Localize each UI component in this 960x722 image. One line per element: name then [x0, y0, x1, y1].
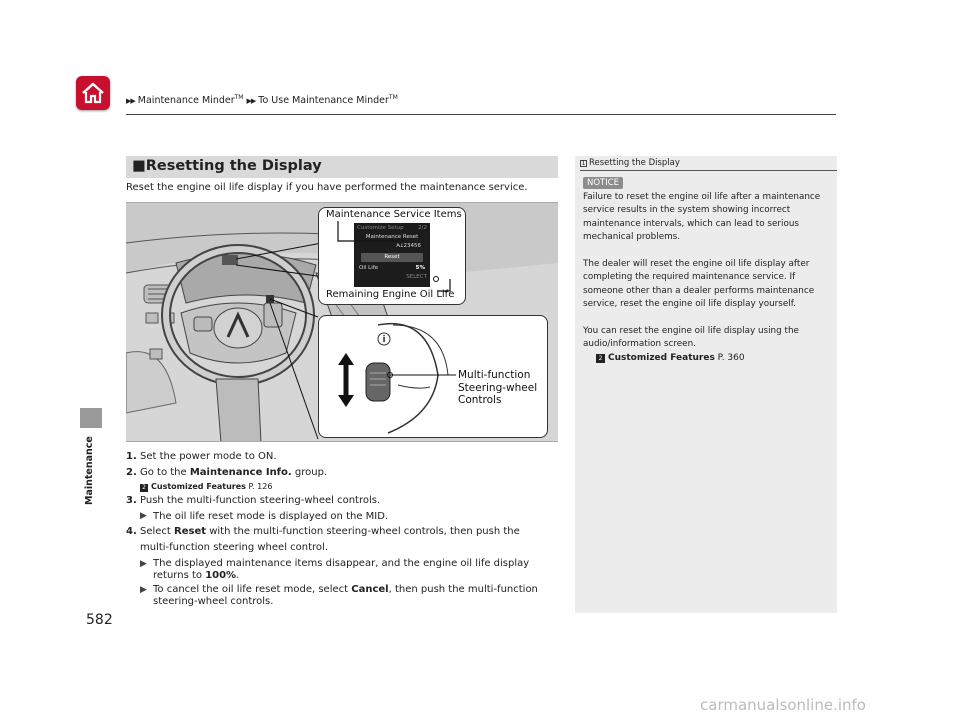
label-remaining-engine-oil-life: Remaining Engine Oil Life	[326, 289, 455, 300]
step-2: 2. Go to the Maintenance Info. group.	[126, 466, 328, 478]
svg-text:i: i	[382, 335, 386, 345]
step-4-continued: multi-function steering wheel control.	[140, 541, 329, 553]
watermark: carmanualsonline.info	[700, 696, 866, 714]
step-1: 1. Set the power mode to ON.	[126, 451, 277, 462]
note-marker-icon: 1	[581, 160, 586, 167]
sidebar-paragraph-1: Failure to reset the engine oil life after a maintenance service results in the system showing incorrect maintenance intervals, which can lead to serious mechanical problems.	[583, 192, 821, 243]
breadcrumb-arrow-icon: ▶▶	[246, 97, 256, 106]
sidebar-divider	[580, 170, 837, 171]
steering-wheel-illustration	[126, 202, 558, 442]
chapter-tab[interactable]: Maintenance	[84, 436, 95, 505]
chapter-tab-marker	[80, 408, 102, 428]
page-number: 582	[86, 612, 113, 628]
reference-arrow-icon: 2	[140, 484, 148, 492]
mid-screen: Customize Setup 2/2 Maintenance Reset A123456 Reset Oil Life 5% SELECT	[354, 223, 430, 287]
sidebar-paragraph-3: You can reset the engine oil life display using the audio/information screen.	[583, 326, 799, 350]
intro-text: Reset the engine oil life display if you have performed the maintenance service.	[126, 182, 528, 193]
step-4-result-2: ▶ To cancel the oil life reset mode, select Cancel, then push the multi-function steering-wheel controls.	[140, 583, 538, 607]
notice-badge: NOTICE	[583, 177, 623, 189]
breadcrumb-current: To Use Maintenance Minder™	[258, 94, 398, 107]
home-icon	[81, 82, 105, 104]
square-bullet-icon: ■	[132, 158, 146, 174]
step-3: 3. Push the multi-function steering-wheel controls.	[126, 495, 381, 507]
reference-arrow-icon: 2	[596, 354, 605, 363]
label-maintenance-service-items: Maintenance Service Items	[326, 209, 462, 220]
label-multi-function-steering-wheel-controls: Multi-function Steering-wheel Controls	[458, 369, 538, 406]
sidebar-reference-link[interactable]: 2 Customized Features P. 360	[596, 353, 745, 363]
sidebar-paragraph-2: The dealer will reset the engine oil life display after completing the required maintenance service. If someone other than a dealer performs maintenance service, reset the engine oil life display yourself.	[583, 259, 815, 310]
result-arrow-icon: ▶	[140, 510, 147, 521]
breadcrumb-link-maintenance-minder[interactable]: Maintenance Minder™	[137, 94, 244, 107]
sidebar-title: 1 Resetting the Display	[581, 158, 680, 168]
step-4: 4. Select Reset with the multi-function steering-wheel controls, then push the	[126, 526, 520, 538]
step-4-result-1: ▶ The displayed maintenance items disappear, and the engine oil life display returns to 100%.	[140, 557, 530, 581]
step-3-result: ▶ The oil life reset mode is displayed on the MID.	[126, 509, 558, 525]
result-arrow-icon: ▶	[140, 584, 147, 595]
step-2-reference-link[interactable]: 2 Customized Features P. 126	[126, 480, 558, 493]
mid-display-highlight	[222, 255, 238, 265]
breadcrumb-arrow-icon: ▶▶	[126, 97, 135, 106]
header-divider	[126, 114, 836, 115]
result-arrow-icon: ▶	[140, 558, 147, 569]
section-heading: ■Resetting the Display	[126, 156, 558, 178]
home-button[interactable]	[76, 76, 110, 110]
breadcrumb	[126, 94, 398, 106]
procedure-steps	[126, 449, 558, 608]
